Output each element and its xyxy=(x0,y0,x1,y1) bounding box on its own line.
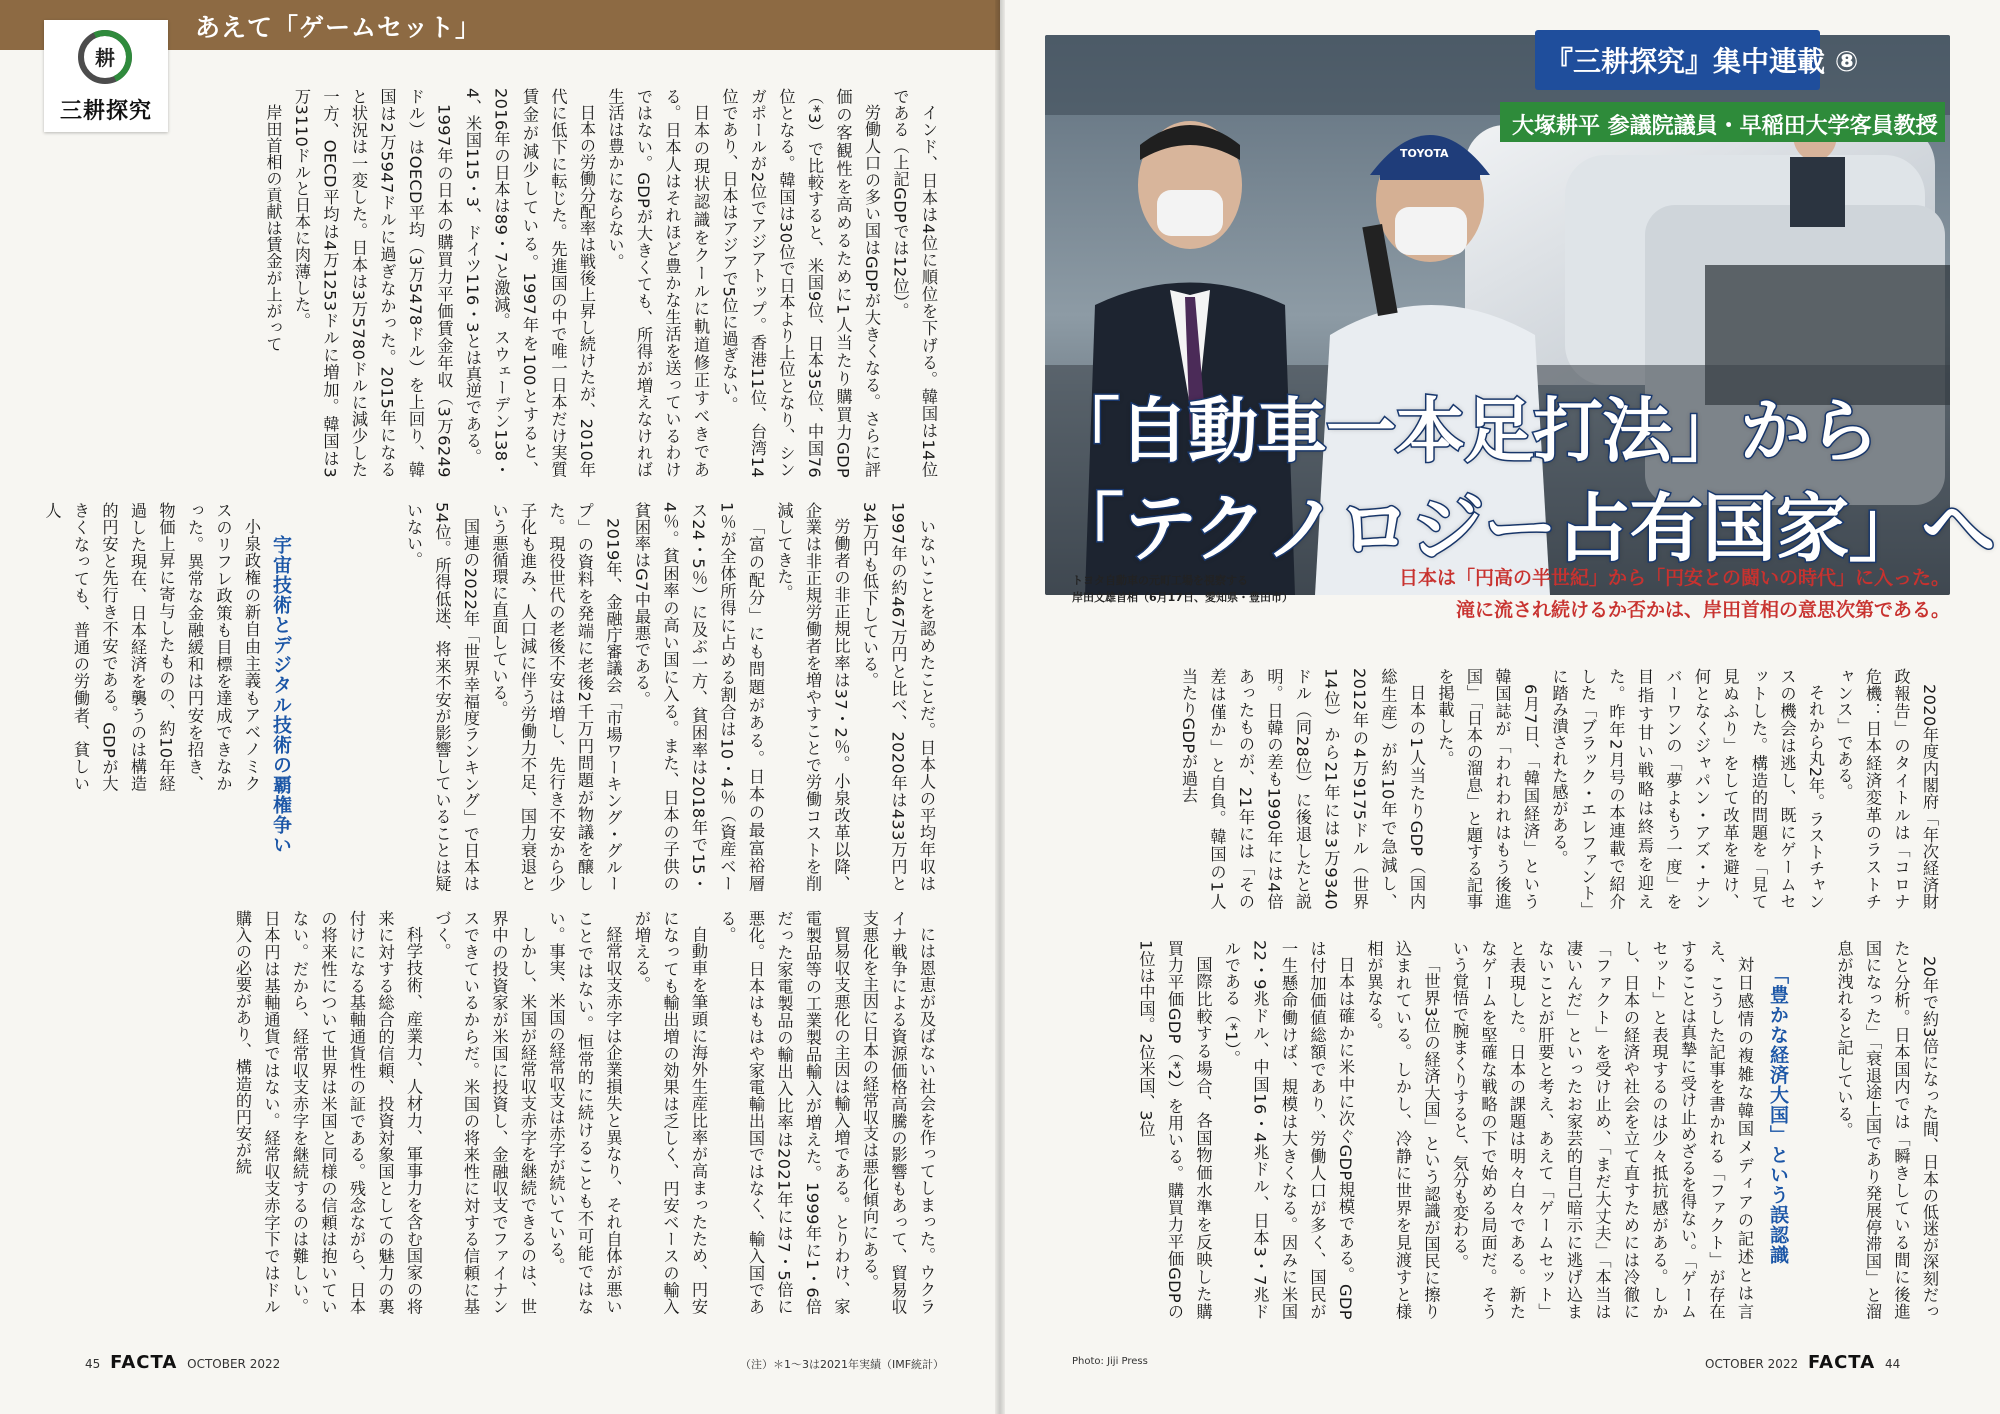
paragraph: 1997年の日本の購買力平価賃金年収（3万6249ドル）はOECD平均（3万5478ドル）を上回り、韓国は2万5947ドルに過ぎなかった。2015年になると状況は一変した。日本は3万5780ドルに減少した一方、OECD平均は4万1253ドルに増加。韓国は3万3110ドルと日本に肉薄した。 xyxy=(292,88,454,478)
photo-caption-line-2: 岸田文雄首相（6月17日、愛知県・豊田市） xyxy=(1072,591,1293,604)
left-footer xyxy=(85,1352,280,1373)
logo-title: 三耕探究 xyxy=(59,99,152,124)
photo-credit: Photo: Jiji Press xyxy=(1072,1356,1148,1367)
cap-logo: TOYOTA xyxy=(1400,147,1449,160)
source-note: （注）＊1～3は2021年実績（IMF統計） xyxy=(740,1358,945,1371)
series-logo xyxy=(44,20,168,132)
logo-circle-icon xyxy=(78,30,132,84)
author-name: 大塚耕平 参議院議員・早稲田大学客員教授 xyxy=(1512,114,1938,139)
paragraph: それから丸2年。ラストチャンスの機会は逃し、既にゲームセットした。構造的問題を「見て見ぬふり」をして改革を避け、何となくジャパン・アズ・ナンバーワンの「夢よもう一度」を目指す甘い戦略は終焉を迎えた。昨年2月号の本連載で紹介した「ブラック・エレファント」に踏み潰された感がある。 xyxy=(1549,668,1825,910)
paragraph: 日本の現状認識をクールに軌道修正すべきである。日本人はそれほど豊かな生活を送っているわけではない。GDPが大きくても、所得が増えなければ生活は豊かにならない。 xyxy=(605,88,710,478)
paragraph: 労働者の非正規比率は37・2％。小泉改革以降、企業は非正規労働者を増やすことで労働コストを削減してきた。 xyxy=(774,502,851,892)
left-body-lower xyxy=(20,910,940,1315)
paragraph: 自動車を筆頭に海外生産比率が高まったため、円安になっても輸出増の効果は乏しく、円安ベースの輸入が増える。 xyxy=(632,910,708,1315)
paragraph: インド、日本は4位に順位を下げる。韓国は14位である（上記GDPでは12位）。 xyxy=(890,88,938,478)
paragraph: 2020年度内閣府「年次経済財政報告」のタイトルは「コロナ危機：日本経済変革のラストチャンス」である。 xyxy=(1834,668,1939,910)
footer-page-number: 45 xyxy=(85,1357,101,1371)
photo-caption-line-1: トヨタ自動車の元町工場を視察する xyxy=(1072,574,1248,587)
lead-line-1: 日本は「円高の半世紀」から「円安との闘いの時代」に入った。 xyxy=(1398,567,1950,589)
footer-brand: FACTA xyxy=(110,1352,178,1373)
lead-line-2: 滝に流され続けるか否かは、岸田首相の意思次第である。 xyxy=(1455,599,1950,621)
paragraph: 6月7日、「韓国経済」という韓国誌が「われわれはもう後進国」「日本の溜息」と題する記事を掲載した。 xyxy=(1435,668,1540,910)
right-body-upper xyxy=(1068,668,1943,910)
right-body-lower-b xyxy=(1068,940,1758,1320)
paragraph: 日本の労働分配率は戦後上昇し続けたが、2010年代に低下に転じた。先進国の中で唯一日本だけ実質賃金が減少している。1997年を100とすると、2016年の日本は89・7と激減。スウェーデン138・4、米国115・3、ドイツ116・3とは真逆である。 xyxy=(463,88,596,478)
footer-page-number: 44 xyxy=(1884,1357,1901,1371)
paragraph: 労働人口の多い国はGDPが大きくなる。さらに評価の客観性を高めるために1人当たり購買力GDP（*3）で比較すると、米国9位、日本35位、中国76位となる。韓国は30位で日本より上位となり、シンガポールが2位でアジアトップ。香港11位、台湾14位であり、日本はアジアで5位に過ぎない。 xyxy=(719,88,881,478)
left-body-upper-left xyxy=(20,502,265,792)
paragraph: 20年で約3倍になった間、日本の低迷が深刻だったと分析。日本国内では「瞬きしている間に後進国になった」「衰退途上国であり発展停滞国」と溜息が洩れると記している。 xyxy=(1834,940,1939,1320)
paragraph: 経常収支赤字は企業損失と異なり、それ自体が悪いことではない。恒常的に続けることも不可能ではない。事実、米国の経常収支は赤字が続いている。 xyxy=(546,910,623,1315)
spine-gutter xyxy=(995,0,1005,1414)
photo-caption xyxy=(1072,572,1293,606)
paragraph: 2019年、金融庁審議会「市場ワーキング・グループ」の資料を発端に老後2千万円問題が物議を醸した。現役世代の老後不安は増し、先行き不安から少子化も進み、人口減に伴う労働力不足、国力衰退という悪循環に直面している。 xyxy=(489,502,623,892)
paragraph: 貿易収支悪化の主因は輸入増である。とりわけ、家電製品等の工業製品輸入が増えた。1999年に1・6倍だった家電製品の輸出入比率は2021年には7・5倍に悪化。日本はもはや家電輸出国ではなく、輸入国である。 xyxy=(717,910,851,1315)
paragraph: 「富の配分」にも問題がある。日本の最富裕層1％が全体所得に占める割合は10・4％（資産ベース24・5％）に及ぶ一方、貧困率は2018年で15・4％。貧困率の高い国に入る。また、日本の子供の貧困率はG7中最悪である。 xyxy=(632,502,765,892)
footer-brand: FACTA xyxy=(1807,1352,1876,1373)
lead-text xyxy=(1390,562,1950,626)
paragraph: 日本の1人当たりGDP（国内総生産）が約10年で急減し、2012年の4万9175ドル（世界14位）から21年には3万9340ドル（同28位）に後退したと説明。日韓の差も1990年には4倍あったものが、21年には「その差は僅か」と自負。韓国の1人当たりGDPが過去 xyxy=(1179,668,1426,910)
paragraph: には恩恵が及ばない社会を作ってしまった。ウクライナ戦争による資源価格高騰の影響もあって、貿易収支悪化を主因に日本の経常収支は悪化傾向にある。 xyxy=(860,910,936,1315)
headline-line-1: 「自動車一本足打法」から xyxy=(1050,390,1878,472)
right-footer xyxy=(1705,1352,1900,1373)
paragraph: 対日感情の複雑な韓国メディアの記述とは言え、こうした記事を書かれる「ファクト」が存在することは真摯に受け止めざるを得ない。「ゲームセット」と表現するのは少々抵抗感がある。しかし、日本の経済や社会を立て直すためには冷徹に「ファクト」を受け止め、「まだ大丈夫」「本当は凄いんだ」といったお家芸的自己暗示に逃げ込まないことが肝要と考え、あえて「ゲームセット」と表現した。日本の課題は明々白々である。新たなゲームを堅確な戦略の下で始める局面だ。そういう覚悟で腕まくりすると、気分も変わる。 xyxy=(1450,940,1754,1320)
footer-month: OCTOBER 2022 xyxy=(187,1357,281,1371)
paragraph: 小泉政権の新自由主義もアベノミクスのリフレ政策も目標を達成できなかった。異常な金融緩和は円安を招き、物価上昇に寄与したものの、約10年経過した現在、日本経済を襲うのは構造的円安と先行き不安である。GDPが大きくなっても、普通の労働者、貧しい人 xyxy=(42,502,261,792)
series-title: 『三耕探究』集中連載 ⑧ xyxy=(1545,45,1859,78)
paragraph: いないことを認めたことだ。日本人の平均年収は1997年の約467万円と比べ、2020年は433万円と34万円も低下している。 xyxy=(860,502,936,892)
logo-glyph: 耕 xyxy=(95,46,115,70)
left-body-upper-right xyxy=(172,88,942,478)
paragraph: 「世界3位の経済大国」という認識が国民に擦り込まれている。しかし、冷静に世界を見渡すと様相が異なる。 xyxy=(1364,940,1441,1320)
footer-month: OCTOBER 2022 xyxy=(1705,1357,1799,1371)
headline-line-2: 「テクノロジー占有国家」へ xyxy=(1050,486,1995,572)
section-heading-rich: 「豊かな経済大国」という誤認識 xyxy=(1767,965,1789,1265)
left-body-middle xyxy=(300,502,940,892)
paragraph: 科学技術、産業力、人材力、軍事力を含む国家の将来に対する総合的信頼、投資対象国としての魅力の裏付けになる基軸通貨性の証である。残念ながら、日本の将来性について世界は米国と同様の信頼は抱いていない。だから、経常収支赤字を継続するのは難しい。日本円は基軸通貨ではない。経常収支赤字下ではドル購入の必要があり、構造的円安が続 xyxy=(233,910,423,1315)
paragraph: しかし、米国が経常収支赤字を継続できるのは、世界中の投資家が米国に投資し、金融収支でファイナンスできているからだ。米国の将来性に対する信頼に基づく。 xyxy=(432,910,537,1315)
section-heading-tech: 宇宙技術とデジタル技術の覇権争い xyxy=(270,535,292,855)
right-body-lower-a xyxy=(1795,940,1943,1320)
paragraph: 日本は確かに米中に次ぐGDP規模である。GDPは付加価値総額であり、労働人口が多く、国民が一生懸命働けば、規模は大きくなる。因みに米国22・9兆ドル、中国16・4兆ドル、日本3・7兆ドルである（*1）。 xyxy=(1222,940,1355,1320)
section-label: あえて「ゲームセット」 xyxy=(195,13,482,42)
paragraph: 岸田首相の貢献は賃金が上がって xyxy=(263,104,283,353)
paragraph: 国際比較する場合、各国物価水準を反映した購買力平価GDP（*2）を用いる。購買力平価GDPの1位は中国。2位米国、3位 xyxy=(1136,940,1213,1320)
paragraph: 国連の2022年「世界幸福度ランキング」で日本は54位。所得低迷、将来不安が影響していることは疑いない。 xyxy=(404,502,480,892)
